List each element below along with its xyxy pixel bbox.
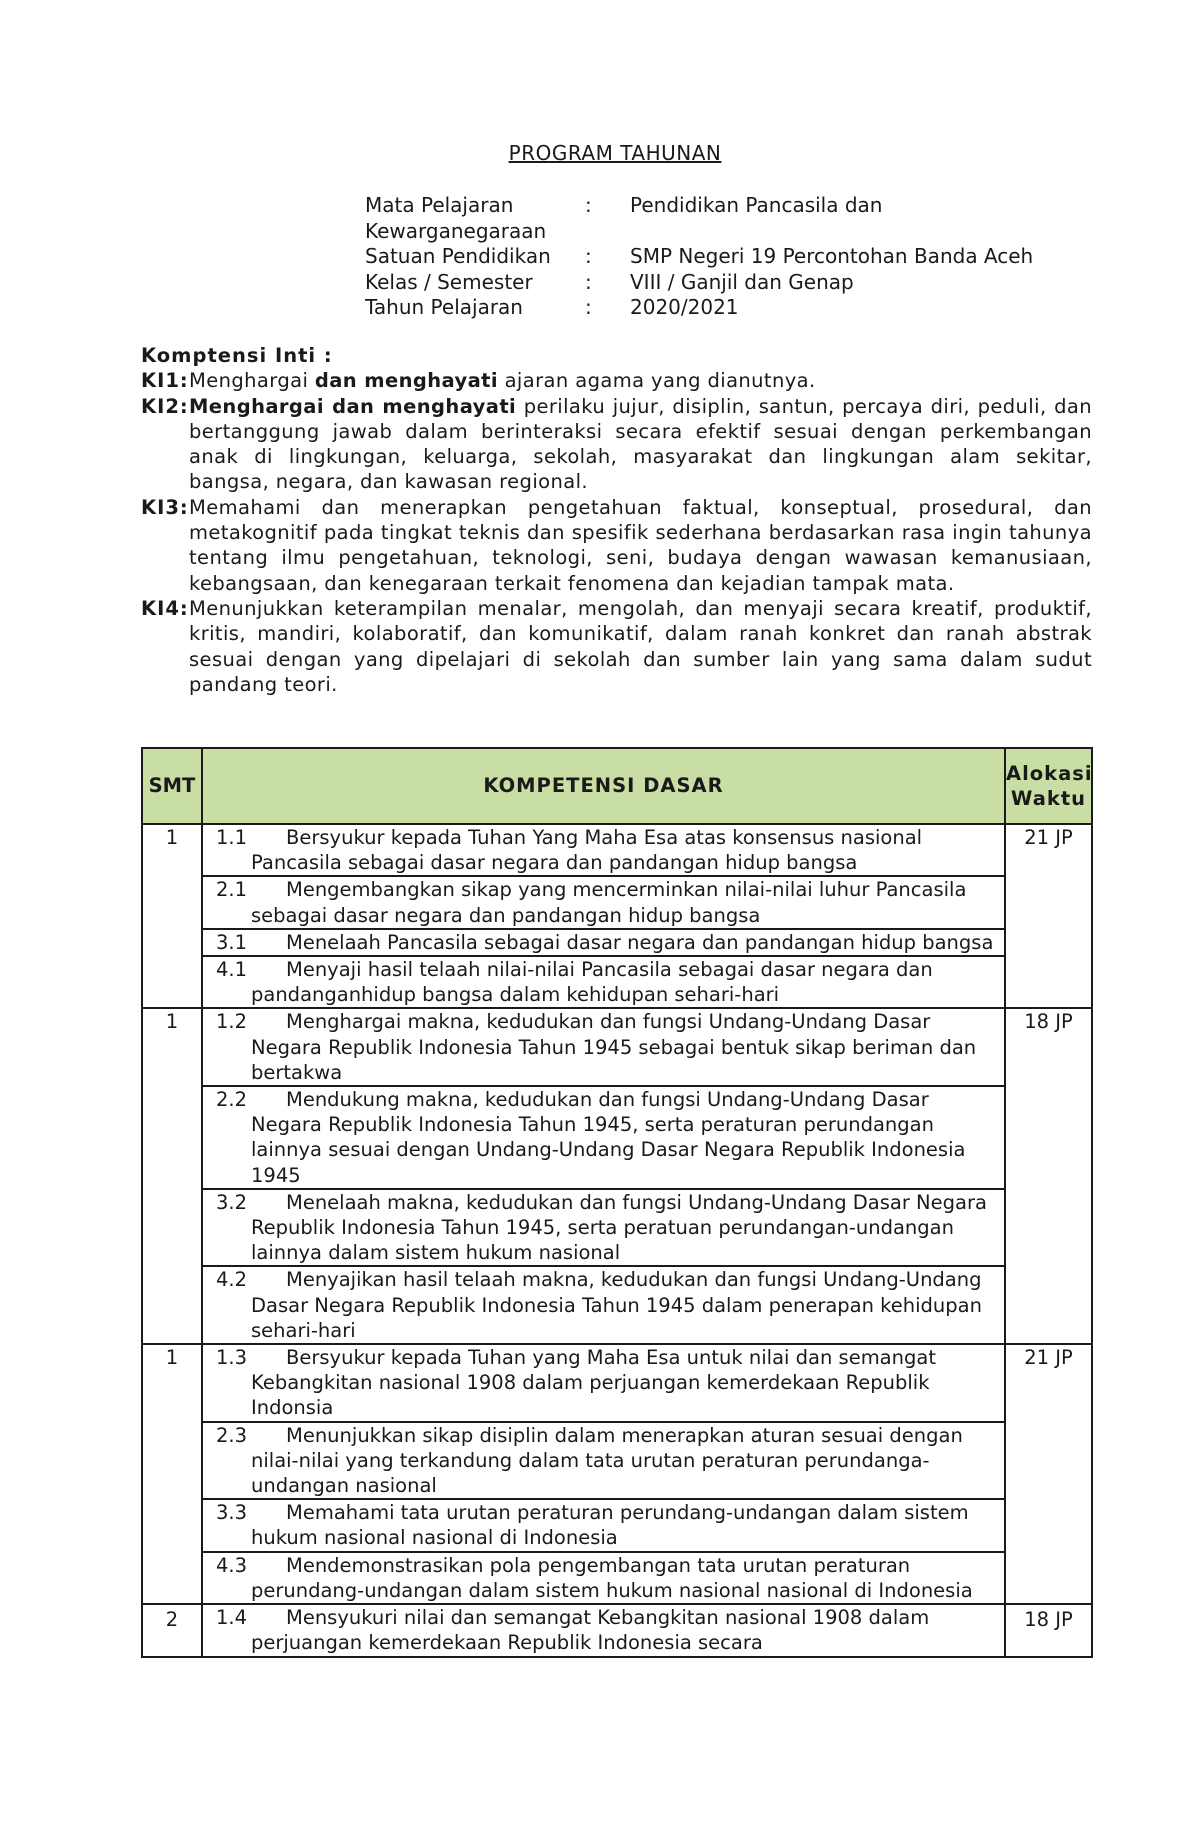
competency-number: 2.3 xyxy=(216,1423,248,1447)
ki-text: Memahami dan menerapkan pengetahuan faktual, konseptual, prosedural, dan metakognitif pada tingkat teknis dan spesifik sederhana berdasarkan rasa ingin tahunya tentang ilmu pengetahuan, teknologi, seni, budaya dengan wawasan kemanusiaan, kebangsaan, dan kenegaraan terkait fenomena dan kejadian tampak mata. xyxy=(189,495,1092,595)
competency-item xyxy=(203,1605,1004,1655)
competency-cell xyxy=(202,1008,1005,1086)
ki-item xyxy=(141,368,1092,393)
ki-heading: Komptensi Inti : xyxy=(141,344,333,367)
info-colon: : xyxy=(585,193,592,217)
competency-number: 4.3 xyxy=(216,1553,248,1577)
competency-number: 1.4 xyxy=(216,1606,248,1630)
table-row xyxy=(142,1499,1092,1551)
competency-item xyxy=(203,1087,1004,1188)
competency-text: Menghargai makna, kedudukan dan fungsi Undang-Undang Dasar Negara Republik Indonesia Tahun 1945 sebagai bentuk sikap beriman dan bertakwa xyxy=(251,1010,977,1084)
table-row xyxy=(142,876,1092,928)
competency-item xyxy=(203,1190,1004,1266)
competency-item xyxy=(203,825,1004,875)
competency-number: 3.2 xyxy=(216,1190,248,1214)
ki-code: KI1: xyxy=(141,369,189,393)
semester-cell: 1 xyxy=(142,824,202,1008)
table-row xyxy=(142,956,1092,1008)
ki-code: KI3: xyxy=(141,495,189,519)
competency-text: Mengembangkan sikap yang mencerminkan nilai-nilai luhur Pancasila sebagai dasar negara dan pandangan hidup bangsa xyxy=(251,878,967,927)
table-header-row xyxy=(142,748,1092,824)
ki-code: KI4: xyxy=(141,596,189,620)
info-label: Tahun Pelajaran xyxy=(365,295,523,319)
info-label: Kelas / Semester xyxy=(365,269,533,294)
table-row xyxy=(142,1266,1092,1344)
table-row xyxy=(142,1604,1092,1656)
competency-number: 3.1 xyxy=(216,930,248,954)
info-value: Pendidikan Pancasila dan xyxy=(630,193,883,217)
ki-item xyxy=(141,394,1092,495)
competency-cell xyxy=(202,1552,1005,1604)
competency-cell xyxy=(202,876,1005,928)
ki-code: KI2: xyxy=(141,394,189,418)
competency-cell xyxy=(202,929,1005,956)
competency-text: Mendukung makna, kedudukan dan fungsi Undang-Undang Dasar Negara Republik Indonesia Tahun 1945, serta peraturan perundangan lainnya sesuai dengan Undang-Undang Dasar Negara Republik Indonesia 1945 xyxy=(251,1088,966,1187)
info-row xyxy=(365,193,1100,219)
competency-text: Mendemonstrasikan pola pengembangan tata urutan peraturan perundang-undangan dalam sistem hukum nasional nasional di Indonesia xyxy=(251,1553,973,1602)
competency-number: 2.1 xyxy=(216,878,248,902)
competency-cell xyxy=(202,1344,1005,1422)
info-row xyxy=(365,270,1100,296)
table-row xyxy=(142,1189,1092,1267)
table-row xyxy=(142,1086,1092,1189)
competency-item xyxy=(203,1553,1004,1603)
competency-item xyxy=(203,930,1004,955)
competency-item xyxy=(203,1423,1004,1499)
competency-number: 1.1 xyxy=(216,826,248,849)
competency-item xyxy=(203,1009,1004,1085)
competency-item xyxy=(203,957,1004,1007)
info-label: Satuan Pendidikan xyxy=(365,244,551,268)
semester-cell: 2 xyxy=(142,1604,202,1656)
ki-text: Menghargai dan menghayati perilaku jujur, disiplin, santun, percaya diri, peduli, dan bertanggung jawab dalam berinteraksi secara efektif sesuai dengan perkembangan anak di lingkungan, keluarga, sekolah, masyarakat dan lingkungan alam sekitar, bangsa, negara, dan kawasan regional. xyxy=(189,394,1092,494)
competency-cell xyxy=(202,1422,1005,1500)
time-allocation-cell: 18 JP xyxy=(1005,1604,1092,1656)
header-smt: SMT xyxy=(142,748,202,824)
page-title: PROGRAM TAHUNAN xyxy=(508,141,722,165)
competency-item xyxy=(203,1267,1004,1343)
info-label-continued: Kewarganegaraan xyxy=(365,218,547,243)
table-row xyxy=(142,1344,1092,1422)
competency-cell xyxy=(202,1189,1005,1267)
competency-text: Memahami tata urutan peraturan perundang-undangan dalam sistem hukum nasional nasional di Indonesia xyxy=(251,1501,969,1550)
table-row xyxy=(142,1008,1092,1086)
competency-number: 2.2 xyxy=(216,1088,248,1112)
competency-text: Menyajikan hasil telaah makna, kedudukan dan fungsi Undang-Undang Dasar Negara Republik Indonesia Tahun 1945 dalam penerapan kehidupan sehari-hari xyxy=(251,1268,982,1342)
subject-info xyxy=(365,193,1100,321)
info-row xyxy=(365,244,1100,270)
competency-text: Menyaji hasil telaah nilai-nilai Pancasila sebagai dasar negara dan pandanganhidup bangsa dalam kehidupan sehari-hari xyxy=(251,958,933,1007)
ki-text: Menunjukkan keterampilan menalar, mengolah, dan menyaji secara kreatif, produktif, kritis, mandiri, kolaboratif, dan komunikatif, dalam ranah konkret dan ranah abstrak sesuai dengan yang dipelajari di sekolah dan sumber lain yang sama dalam sudut pandang teori. xyxy=(189,596,1092,696)
competency-number: 3.3 xyxy=(216,1501,248,1525)
info-row xyxy=(365,295,1100,321)
info-colon: : xyxy=(585,244,592,268)
semester-cell: 1 xyxy=(142,1344,202,1604)
info-colon: : xyxy=(585,295,592,319)
competency-table xyxy=(141,747,1093,1658)
ki-text: Menghargai dan menghayati ajaran agama yang dianutnya. xyxy=(189,369,816,393)
competency-text: Bersyukur kepada Tuhan Yang Maha Esa atas konsensus nasional Pancasila sebagai dasar negara dan pandangan hidup bangsa xyxy=(251,826,923,875)
competency-cell xyxy=(202,1604,1005,1656)
info-value: 2020/2021 xyxy=(630,295,739,319)
competency-item xyxy=(203,1345,1004,1421)
time-allocation-cell: 21 JP xyxy=(1005,1344,1092,1604)
competency-item xyxy=(203,877,1004,927)
competency-number: 1.2 xyxy=(216,1010,248,1034)
competency-item xyxy=(203,1500,1004,1550)
table-row xyxy=(142,1422,1092,1500)
competency-cell xyxy=(202,1086,1005,1189)
competency-cell xyxy=(202,956,1005,1008)
table-body xyxy=(142,824,1092,1657)
table-row xyxy=(142,1552,1092,1604)
competency-number: 4.2 xyxy=(216,1268,248,1292)
competency-number: 1.3 xyxy=(216,1346,248,1370)
info-colon: : xyxy=(585,269,592,294)
competency-cell xyxy=(202,824,1005,876)
semester-cell: 1 xyxy=(142,1008,202,1344)
core-competencies xyxy=(141,343,1092,697)
table-row xyxy=(142,929,1092,956)
competency-text: Bersyukur kepada Tuhan yang Maha Esa untuk nilai dan semangat Kebangkitan nasional 1908 dalam perjuangan kemerdekaan Republik Indonsia xyxy=(251,1346,936,1420)
table-row xyxy=(142,824,1092,876)
competency-number: 4.1 xyxy=(216,958,248,982)
info-row xyxy=(365,219,1100,245)
time-allocation-cell: 21 JP xyxy=(1005,824,1092,1008)
ki-item xyxy=(141,596,1092,697)
header-alokasi-waktu: Alokasi Waktu xyxy=(1005,748,1092,824)
competency-text: Menelaah makna, kedudukan dan fungsi Undang-Undang Dasar Negara Republik Indonesia Tahun 1945, serta peratuan perundangan-undangan lainnya dalam sistem hukum nasional xyxy=(251,1190,987,1265)
competency-cell xyxy=(202,1266,1005,1344)
time-allocation-cell: 18 JP xyxy=(1005,1008,1092,1344)
competency-text: Mensyukuri nilai dan semangat Kebangkitan nasional 1908 dalam perjuangan kemerdekaan Republik Indonesia secara xyxy=(251,1606,930,1655)
competency-text: Menunjukkan sikap disiplin dalam menerapkan aturan sesuai dengan nilai-nilai yang terkandung dalam tata urutan peraturan perundanga-undangan nasional xyxy=(251,1423,963,1498)
header-kompetensi-dasar: KOMPETENSI DASAR xyxy=(202,748,1005,824)
info-value: SMP Negeri 19 Percontohan Banda Aceh xyxy=(630,244,1034,268)
competency-cell xyxy=(202,1499,1005,1551)
competency-text: Menelaah Pancasila sebagai dasar negara dan pandangan hidup bangsa xyxy=(286,930,994,954)
info-label: Mata Pelajaran xyxy=(365,193,514,217)
info-value: VIII / Ganjil dan Genap xyxy=(630,269,854,294)
ki-item xyxy=(141,495,1092,596)
